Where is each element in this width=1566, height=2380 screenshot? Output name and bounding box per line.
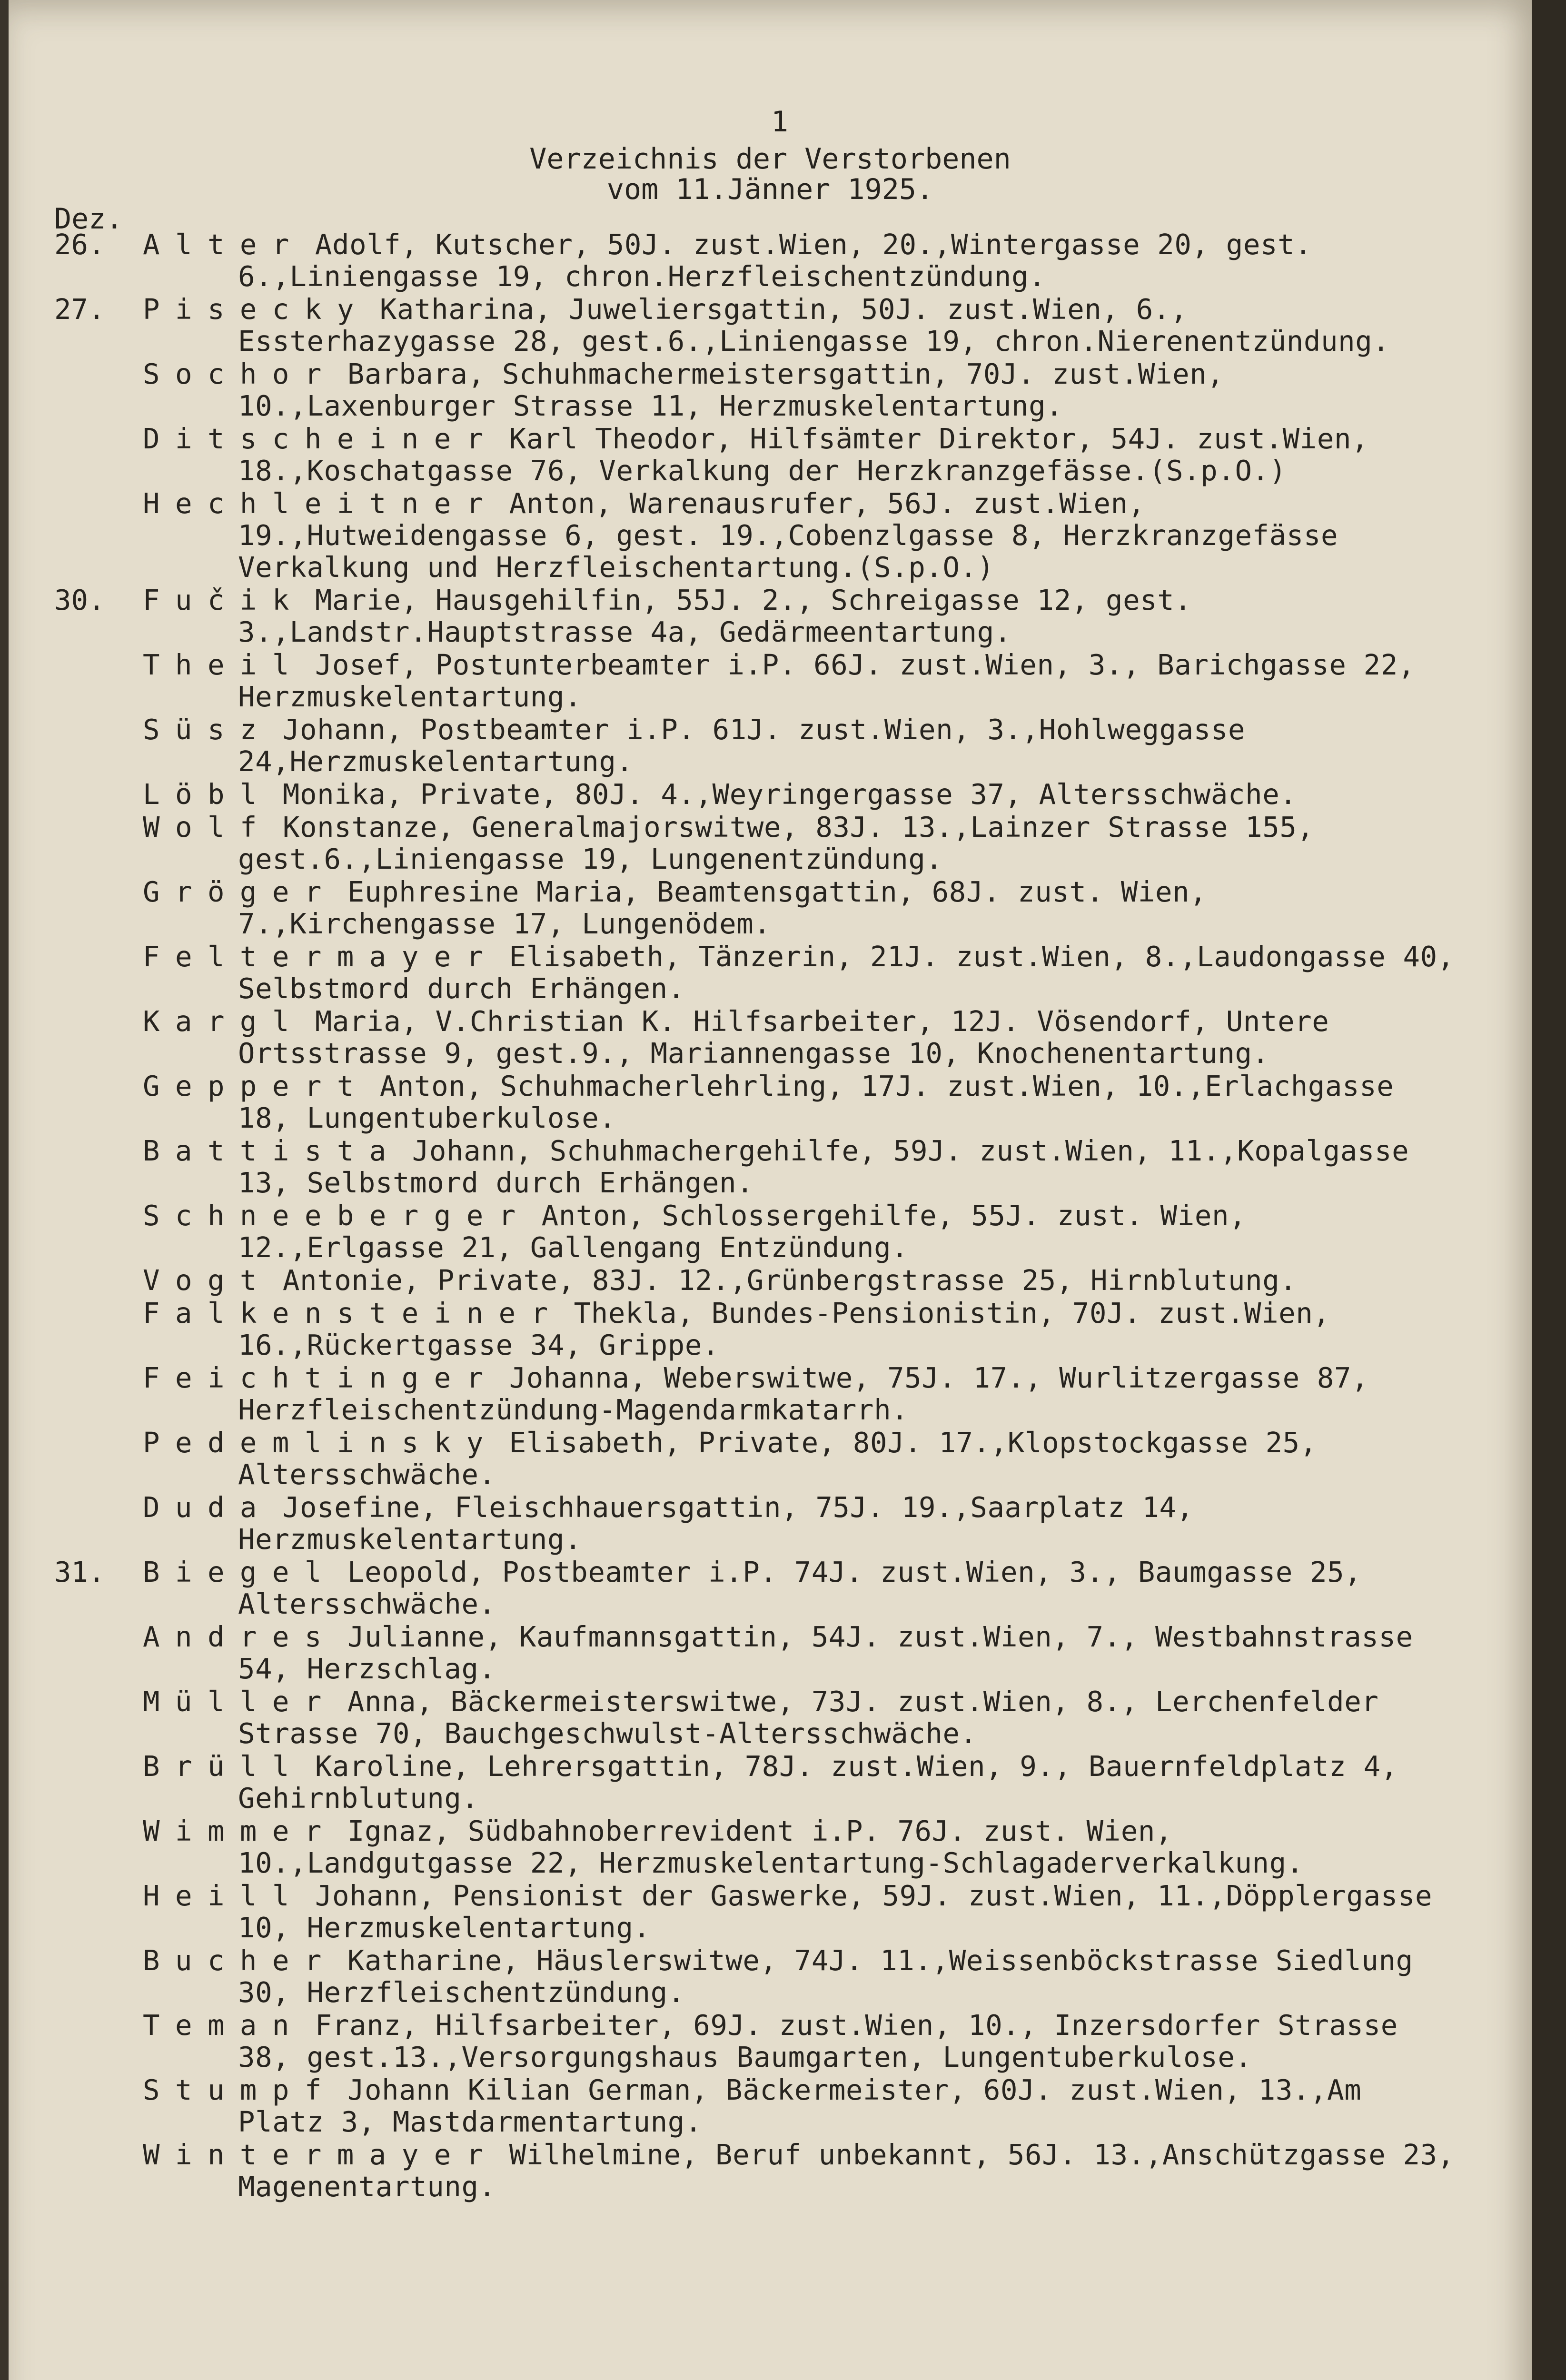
page-number: 1 [771,105,789,139]
entry-details: Karl Theodor, Hilfsämter Direktor, 54J. zust.Wien, 18.,Koschatgasse 76, Verkalkung der Herzkranzgefässe.(S.p.O.) [238,422,1369,487]
document-title: Verzeichnis der Verstorbenen [529,142,1011,176]
register-entry [9,584,1532,648]
entry-surname: Falkensteiner [143,1297,564,1329]
month-label: Dez. [54,202,123,236]
document-date: vom 11.Jänner 1925. [606,173,934,206]
entry-surname: Müller [143,1685,337,1718]
register-entry [9,2009,1532,2073]
entry-details: Julianne, Kaufmannsgattin, 54J. zust.Wien, 7., Westbahnstrasse 54, Herzschlag. [238,1620,1413,1685]
entry-details: Katharine, Häuslerswitwe, 74J. 11.,Weissenböckstrasse Siedlung 30, Herzfleischentzündung. [238,1944,1413,2009]
entry-surname: Andres [143,1620,337,1653]
entry-details: Elisabeth, Private, 80J. 17.,Klopstockgasse 25, Altersschwäche. [238,1426,1317,1491]
entry-surname: Vogt [143,1264,272,1297]
entry-surname: Sochor [143,357,337,390]
register-entry [9,1297,1532,1361]
entry-details: Johann, Schuhmachergehilfe, 59J. zust.Wien, 11.,Kopalgasse 13, Selbstmord durch Erhängen. [238,1134,1409,1199]
entry-details: Katharina, Juweliersgattin, 50J. zust.Wien, 6., Essterhazygasse 28, gest.6.,Liniengasse 19, chron.Nierenentzündung. [238,293,1390,357]
death-register-list [9,228,1532,2203]
register-entry [9,228,1532,292]
entry-surname: Duda [143,1491,272,1524]
entry-details: Anton, Schuhmacherlehrling, 17J. zust.Wien, 10.,Erlachgasse 18, Lungentuberkulose. [238,1070,1394,1134]
entry-details: Leopold, Postbeamter i.P. 74J. zust.Wien, 3., Baumgasse 25, Altersschwäche. [238,1556,1362,1620]
entry-details: Adolf, Kutscher, 50J. zust.Wien, 20.,Wintergasse 20, gest. 6.,Liniengasse 19, chron.Herzfleischentzündung. [238,228,1312,293]
entry-details: Anton, Warenausrufer, 56J. zust.Wien, 19.,Hutweidengasse 6, gest. 19.,Cobenzlgasse 8, Herzkranzgefässe Verkalkung und Herzfleischentartung.(S.p.O.) [238,487,1338,584]
entry-details: Franz, Hilfsarbeiter, 69J. zust.Wien, 10., Inzersdorfer Strasse 38, gest.13.,Versorgungshaus Baumgarten, Lungentuberkulose. [238,2009,1398,2073]
register-entry [9,1556,1532,1620]
entry-details: Josefine, Fleischhauersgattin, 75J. 19.,Saarplatz 14, Herzmuskelentartung. [238,1491,1194,1556]
entry-details: Ignaz, Südbahnoberrevident i.P. 76J. zust. Wien, 10.,Landgutgasse 22, Herzmuskelentartung-Schlagaderverkalkung. [238,1815,1304,1879]
entry-surname: Geppert [143,1070,369,1102]
entry-surname: Brüll [143,1750,305,1783]
entry-surname: Ditscheiner [143,422,499,455]
entry-surname: Fučik [143,584,305,616]
register-entry [9,1491,1532,1555]
register-entry [9,1427,1532,1490]
entry-surname: Teman [143,2009,305,2042]
entry-details: Johann, Postbeamter i.P. 61J. zust.Wien, 3.,Hohlweggasse 24,Herzmuskelentartung. [238,713,1246,778]
entry-surname: Löbl [143,778,272,811]
register-entry [9,778,1532,810]
register-entry [9,1005,1532,1069]
register-entry [9,1135,1532,1199]
register-entry [9,941,1532,1004]
entry-surname: Biegel [143,1556,337,1588]
register-entry [9,876,1532,940]
entry-surname: Bucher [143,1944,337,1977]
register-entry [9,714,1532,777]
entry-surname: Pedemlinsky [143,1426,499,1459]
entry-details: Elisabeth, Tänzerin, 21J. zust.Wien, 8.,Laudongasse 40, Selbstmord durch Erhängen. [238,940,1455,1005]
register-entry [9,423,1532,486]
register-entry [9,1815,1532,1879]
register-entry [9,1880,1532,1944]
entry-details: Konstanze, Generalmajorswitwe, 83J. 13.,Lainzer Strasse 155, gest.6.,Liniengasse 19, Lungenentzündung. [238,811,1314,875]
entry-details: Marie, Hausgehilfin, 55J. 2., Schreigasse 12, gest. 3.,Landstr.Hauptstrasse 4a, Gedärmeentartung. [238,584,1192,648]
entry-surname: Hechleitner [143,487,499,520]
register-entry [9,1070,1532,1134]
entry-surname: Wimmer [143,1815,337,1847]
entry-day: 27. [54,293,105,326]
entry-surname: Wintermayer [143,2138,499,2171]
entry-day: 26. [54,228,105,261]
entry-day: 30. [54,584,105,616]
entry-surname: Schneeberger [143,1199,531,1232]
register-entry [9,1750,1532,1814]
entry-details: Monika, Private, 80J. 4.,Weyringergasse 37, Altersschwäche. [282,778,1297,811]
entry-surname: Heill [143,1879,305,1912]
register-entry [9,649,1532,713]
register-entry [9,1621,1532,1685]
register-entry [9,811,1532,875]
entry-details: Josef, Postunterbeamter i.P. 66J. zust.Wien, 3., Barichgasse 22, Herzmuskelentartung. [238,648,1415,713]
register-entry [9,1200,1532,1263]
entry-details: Antonie, Private, 83J. 12.,Grünbergstrasse 25, Hirnblutung. [282,1264,1297,1297]
entry-surname: Feichtinger [143,1361,499,1394]
entry-surname: Pisecky [143,293,369,326]
register-entry [9,1686,1532,1749]
entry-details: Euphresine Maria, Beamtensgattin, 68J. zust. Wien, 7.,Kirchengasse 17, Lungenödem. [238,875,1207,940]
entry-details: Wilhelmine, Beruf unbekannt, 56J. 13.,Anschützgasse 23, Magenentartung. [238,2138,1455,2203]
entry-surname: Battista [143,1134,402,1167]
entry-details: Johann, Pensionist der Gaswerke, 59J. zust.Wien, 11.,Döpplergasse 10, Herzmuskelentartung. [238,1879,1433,1944]
entry-details: Anton, Schlossergehilfe, 55J. zust. Wien, 12.,Erlgasse 21, Gallengang Entzündung. [238,1199,1247,1264]
entry-details: Johanna, Weberswitwe, 75J. 17., Wurlitzergasse 87, Herzfleischentzündung-Magendarmkatarrh. [238,1361,1369,1426]
register-entry [9,2074,1532,2138]
register-entry [9,1362,1532,1426]
register-entry [9,1944,1532,2008]
document-page [9,0,1532,2380]
entry-details: Thekla, Bundes-Pensionistin, 70J. zust.Wien, 16.,Rückertgasse 34, Grippe. [238,1297,1330,1361]
entry-details: Johann Kilian German, Bäckermeister, 60J. zust.Wien, 13.,Am Platz 3, Mastdarmentartung. [238,2073,1362,2138]
entry-surname: Süsz [143,713,272,746]
entry-surname: Wolf [143,811,272,843]
entry-details: Anna, Bäckermeisterswitwe, 73J. zust.Wien, 8., Lerchenfelder Strasse 70, Bauchgeschwulst-Altersschwäche. [238,1685,1379,1750]
entry-surname: Kargl [143,1005,305,1038]
entry-details: Barbara, Schuhmachermeistersgattin, 70J. zust.Wien, 10.,Laxenburger Strasse 11, Herzmuskelentartung. [238,357,1224,422]
register-entry [9,1264,1532,1296]
entry-surname: Stumpf [143,2073,337,2106]
entry-surname: Gröger [143,875,337,908]
register-entry [9,293,1532,357]
entry-details: Maria, V.Christian K. Hilfsarbeiter, 12J. Vösendorf, Untere Ortsstrasse 9, gest.9., Mariannengasse 10, Knochenentartung. [238,1005,1329,1070]
binding-edge [1532,0,1566,2380]
entry-details: Karoline, Lehrersgattin, 78J. zust.Wien, 9., Bauernfeldplatz 4, Gehirnblutung. [238,1750,1398,1815]
entry-surname: Theil [143,648,305,681]
register-entry [9,2139,1532,2202]
entry-surname: Feltermayer [143,940,499,973]
entry-surname: Alter [143,228,305,261]
register-entry [9,487,1532,583]
entry-day: 31. [54,1556,105,1588]
register-entry [9,358,1532,422]
